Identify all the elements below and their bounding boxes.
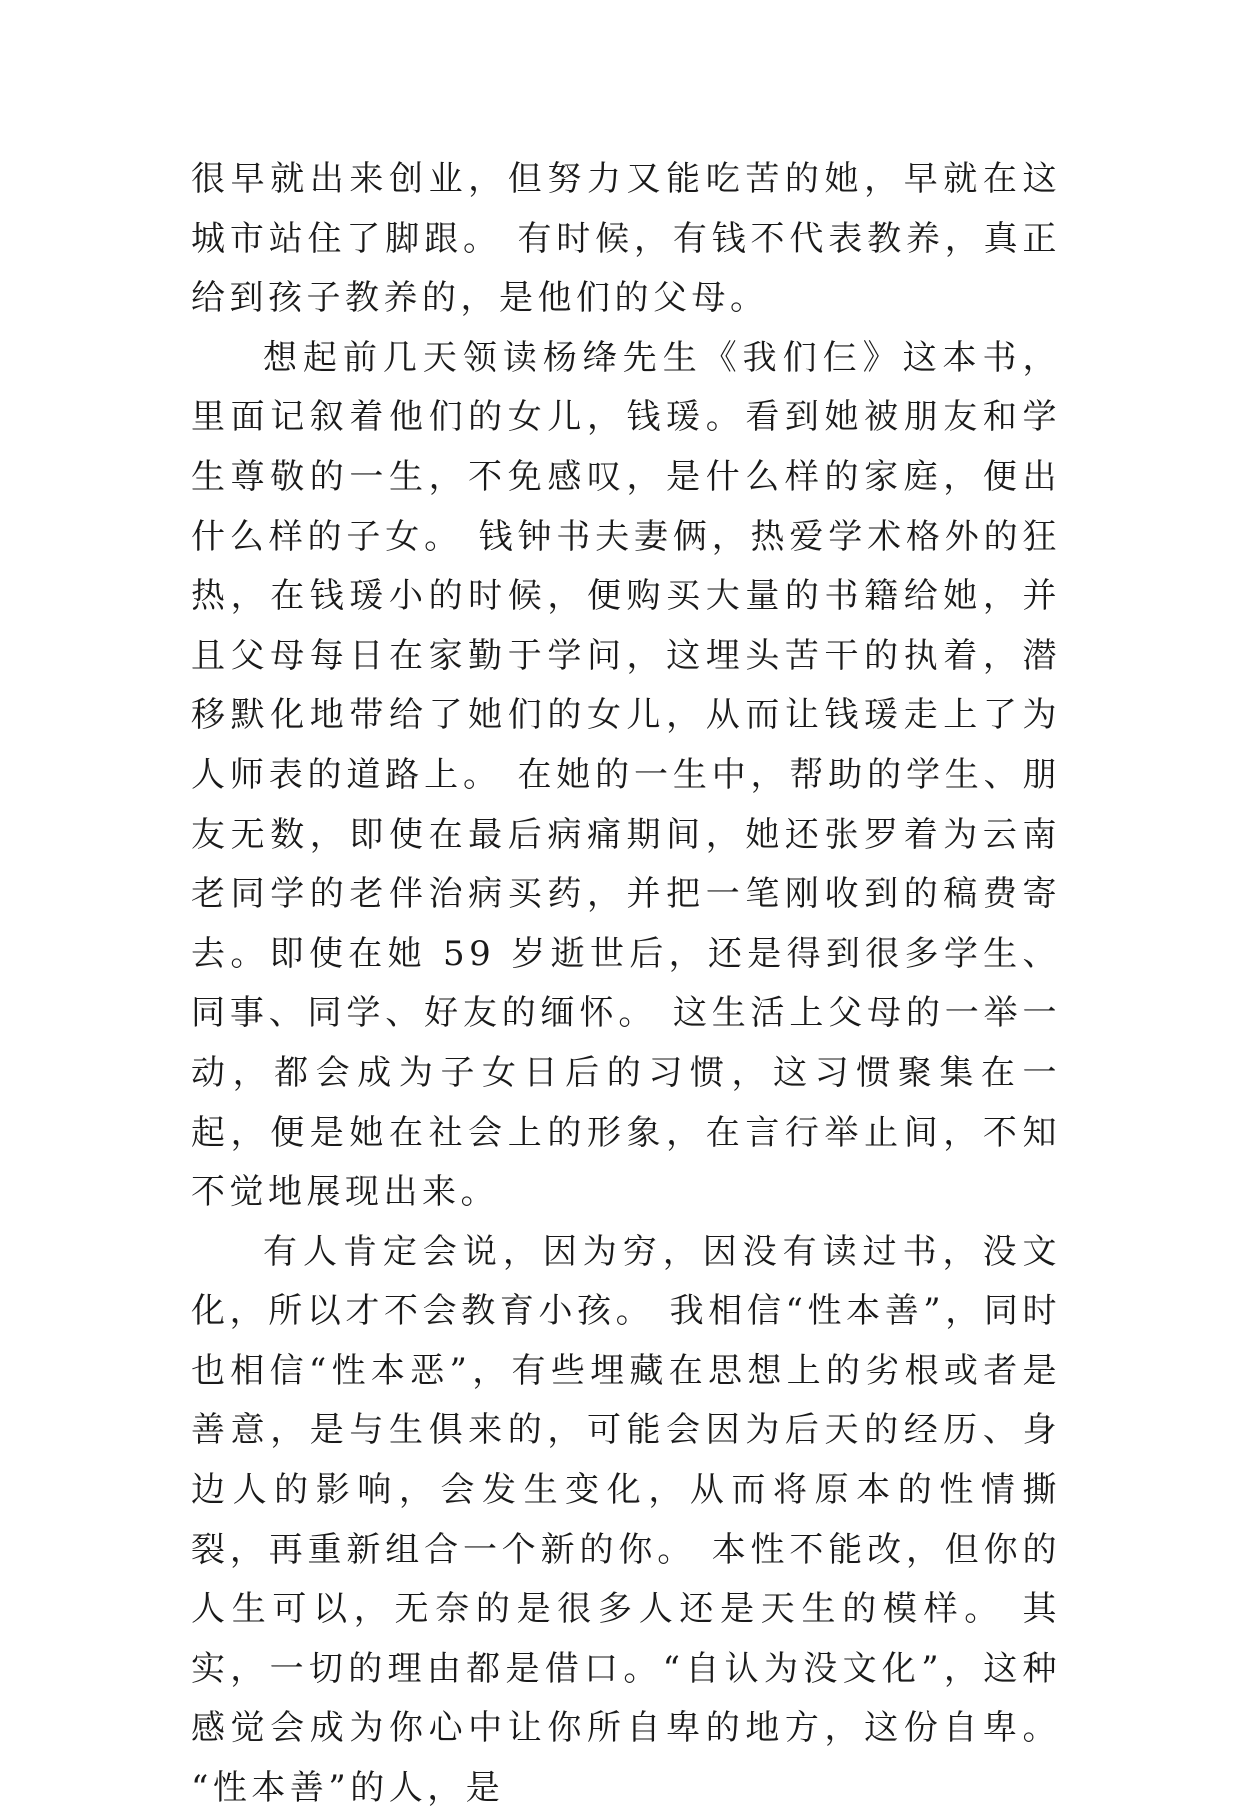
paragraph-1: 很早就出来创业，但努力又能吃苦的她，早就在这城市站住了脚跟。 有时候，有钱不代表教养，真正给到孩子教养的，是他们的父母。 bbox=[191, 159, 1061, 319]
paragraph-3: 有人肯定会说，因为穷，因没有读过书，没文化，所以才不会教育小孩。 我相信“性本善”，同时也相信“性本恶”，有些埋藏在思想上的劣根或者是善意，是与生俱来的，可能会因为后天的经历、身边人的影响，会发生变化，从而将原本的性情撕裂，再重新组合一个新的你。 本性不能改，但你的人生可以，无奈的是很多人还是天生的模样。 其实，一切的理由都是借口。“自认为没文化”，这种感觉会成为你心中让你所自卑的地方，这份自卑。 “性本善”的人，是 bbox=[191, 1231, 1061, 1809]
document-body bbox=[191, 150, 1061, 1819]
paragraph-2: 想起前几天领读杨绛先生《我们仨》这本书，里面记叙着他们的女儿，钱瑗。看到她被朋友和学生尊敬的一生，不免感叹，是什么样的家庭，便出什么样的子女。 钱钟书夫妻俩，热爱学术格外的狂热，在钱瑗小的时候，便购买大量的书籍给她，并且父母每日在家勤于学问，这埋头苦干的执着，潜移默化地带给了她们的女儿，从而让钱瑗走上了为人师表的道路上。 在她的一生中，帮助的学生、朋友无数，即使在最后病痛期间，她还张罗着为云南老同学的老伴治病买药，并把一笔刚收到的稿费寄去。即使在她 59 岁逝世后，还是得到很多学生、同事、同学、好友的缅怀。 这生活上父母的一举一动，都会成为子女日后的习惯，这习惯聚集在一起，便是她在社会上的形象，在言行举止间，不知不觉地展现出来。 bbox=[191, 337, 1061, 1213]
